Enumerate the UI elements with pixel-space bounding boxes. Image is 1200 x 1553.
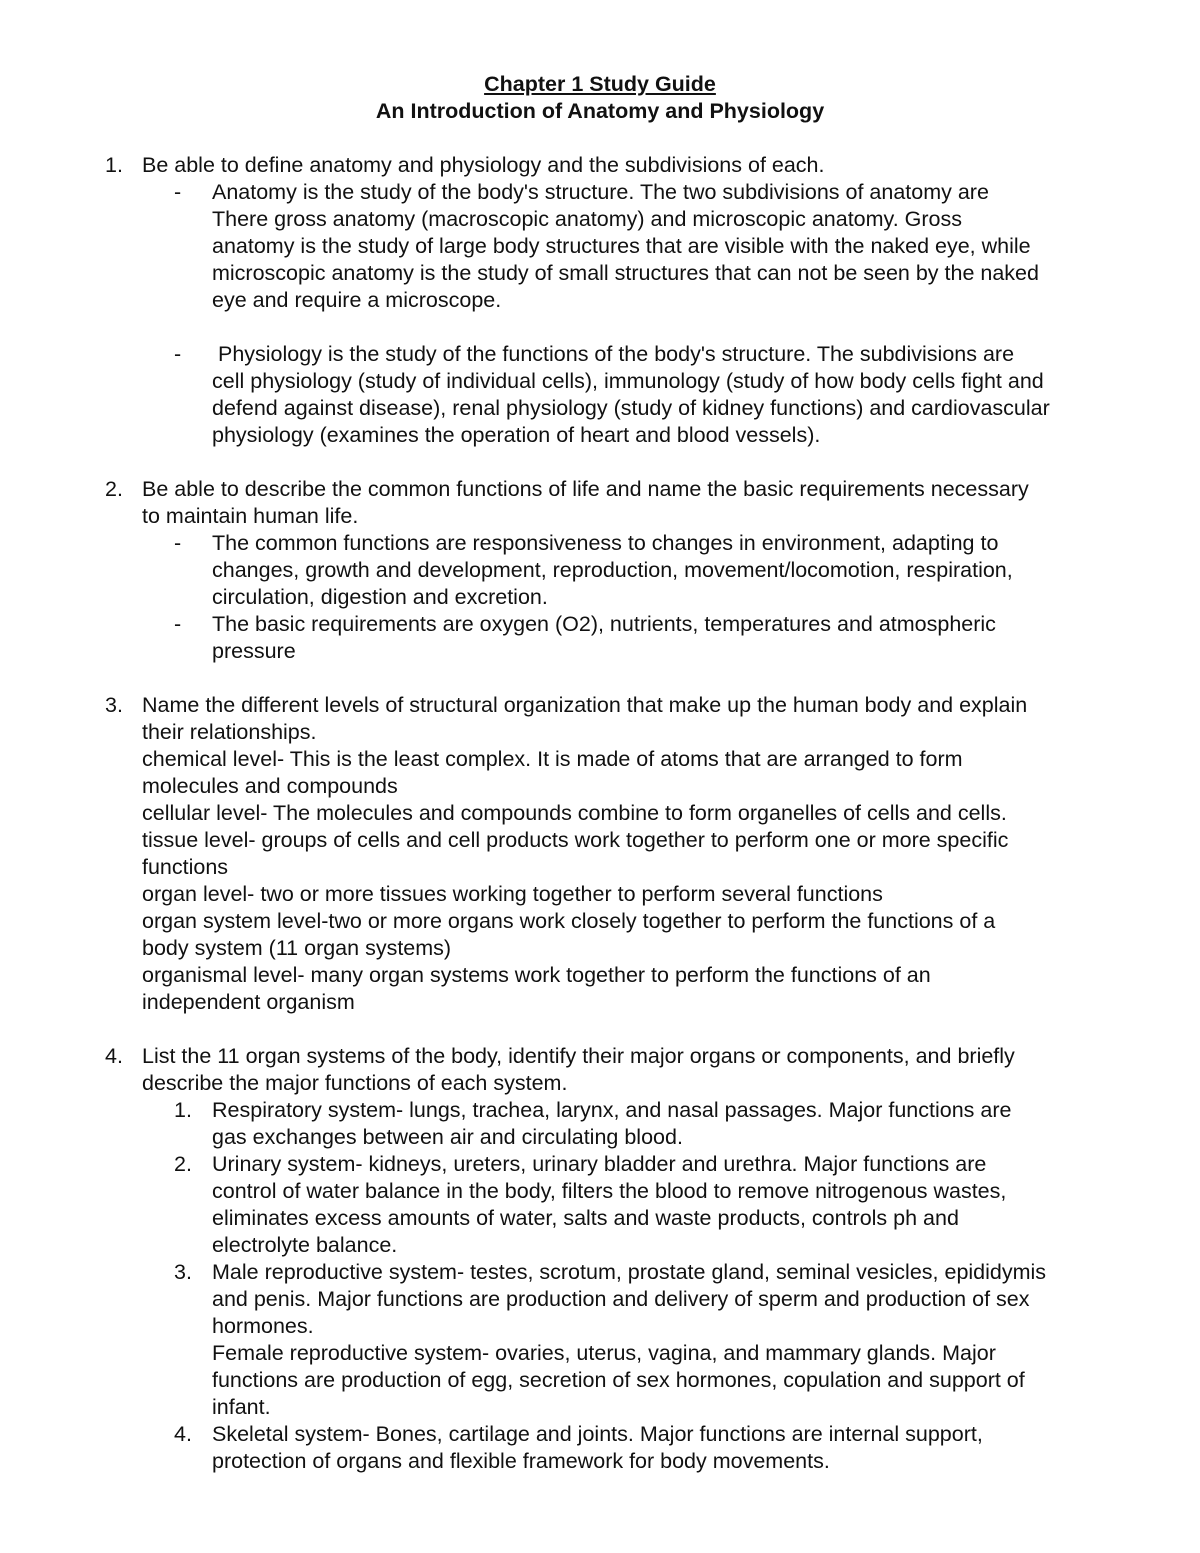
answer-line: The common functions are responsiveness to changes in environment, adapting to [212,531,999,555]
level-line: organ system level-two or more organs work closely together to perform the functions of a [142,909,996,933]
question-4 [105,1043,1140,1475]
level-line: cellular level- The molecules and compounds combine to form organelles of cells and cells. [142,801,1007,825]
item-number: 4. [174,1422,192,1446]
dash-marker: - [174,180,182,204]
dash-marker: - [174,531,182,555]
level-line: tissue level- groups of cells and cell products work together to perform one or more specific [142,828,1009,852]
answer-line: cell physiology (study of individual cells), immunology (study of how body cells fight and [212,369,1044,393]
dash-marker: - [174,342,182,366]
level-line: independent organism [142,990,355,1014]
answer-line: control of water balance in the body, filters the blood to remove nitrogenous wastes, [212,1179,1007,1203]
question-text: Name the different levels of structural organization that make up the human body and explain [142,693,1028,717]
answer-line: changes, growth and development, reproduction, movement/locomotion, respiration, [212,558,1013,582]
answer-line: hormones. [212,1314,314,1338]
answer-line: Female reproductive system- ovaries, uterus, vagina, and mammary glands. Major [212,1341,996,1365]
spacer [142,314,1140,341]
answer-item [105,530,1140,611]
spacer [105,1016,1140,1043]
question-number: 1. [105,153,123,177]
answer-line: functions are production of egg, secretion of sex hormones, copulation and support of [212,1368,1025,1392]
organ-system-item [105,1151,1140,1259]
answer-line: eye and require a microscope. [212,288,502,312]
answer-line: Anatomy is the study of the body's structure. The two subdivisions of anatomy are [212,180,989,204]
answer-line: Urinary system- kidneys, ureters, urinary bladder and urethra. Major functions are [212,1152,987,1176]
question-number: 3. [105,693,123,717]
answer-line: Respiratory system- lungs, trachea, larynx, and nasal passages. Major functions are [212,1098,1012,1122]
answer-line: physiology (examines the operation of heart and blood vessels). [212,423,821,447]
spacer [105,449,1140,476]
spacer [105,665,1140,692]
level-line: organ level- two or more tissues working together to perform several functions [142,882,883,906]
answer-line: gas exchanges between air and circulating blood. [212,1125,683,1149]
level-line: body system (11 organ systems) [142,936,452,960]
level-line: organismal level- many organ systems work together to perform the functions of an [142,963,931,987]
answer-item [105,341,1140,449]
answer-line: infant. [212,1395,271,1419]
level-line: molecules and compounds [142,774,398,798]
page-subtitle: An Introduction of Anatomy and Physiology [375,99,825,123]
answer-line: defend against disease), renal physiology (study of kidney functions) and cardiovascular [212,396,1050,420]
answer-line: circulation, digestion and excretion. [212,585,548,609]
question-text: List the 11 organ systems of the body, identify their major organs or components, and briefly [142,1044,1015,1068]
answer-item [105,611,1140,665]
answer-line: Male reproductive system- testes, scrotum, prostate gland, seminal vesicles, epididymis [212,1260,1047,1284]
question-3 [105,692,1140,1016]
question-text: to maintain human life. [142,504,359,528]
question-2 [105,476,1140,665]
question-text: their relationships. [142,720,317,744]
answer-line: pressure [212,639,296,663]
question-text: Be able to define anatomy and physiology and the subdivisions of each. [142,153,825,177]
question-number: 4. [105,1044,123,1068]
answer-line: protection of organs and flexible framework for body movements. [212,1449,830,1473]
dash-marker: - [174,612,182,636]
item-number: 1. [174,1098,192,1122]
organ-system-item [105,1097,1140,1151]
answer-item [105,179,1140,314]
answer-line: Physiology is the study of the functions of the body's structure. The subdivisions are [212,342,1015,366]
question-text: describe the major functions of each system. [142,1071,568,1095]
item-number: 3. [174,1260,192,1284]
answer-line: anatomy is the study of large body structures that are visible with the naked eye, while [212,234,1031,258]
answer-line: electrolyte balance. [212,1233,398,1257]
level-line: chemical level- This is the least complex. It is made of atoms that are arranged to form [142,747,963,771]
answer-line: The basic requirements are oxygen (O2), nutrients, temperatures and atmospheric [212,612,996,636]
answer-line: eliminates excess amounts of water, salts and waste products, controls ph and [212,1206,959,1230]
question-1 [105,152,1140,449]
answer-line: microscopic anatomy is the study of small structures that can not be seen by the naked [212,261,1039,285]
answer-line: and penis. Major functions are production and delivery of sperm and production of sex [212,1287,1030,1311]
answer-line: There gross anatomy (macroscopic anatomy) and microscopic anatomy. Gross [212,207,962,231]
organ-system-item [105,1259,1140,1421]
item-number: 2. [174,1152,192,1176]
level-line: functions [142,855,229,879]
answer-line: Skeletal system- Bones, cartilage and joints. Major functions are internal support, [212,1422,983,1446]
organ-system-item [105,1421,1140,1475]
page-title: Chapter 1 Study Guide [484,72,716,96]
question-text: Be able to describe the common functions of life and name the basic requirements necessary [142,477,1029,501]
question-number: 2. [105,477,123,501]
